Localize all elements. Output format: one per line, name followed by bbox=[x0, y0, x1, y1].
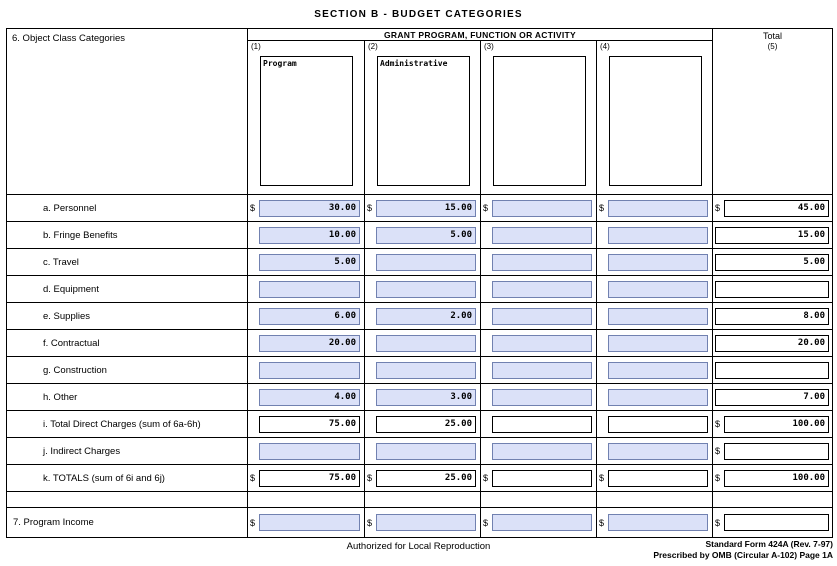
spacer-cell bbox=[364, 492, 480, 507]
field-i-2[interactable]: 25.00 bbox=[376, 416, 476, 433]
total-cell bbox=[712, 465, 832, 491]
total-cell bbox=[712, 438, 832, 464]
field-f-2[interactable] bbox=[376, 335, 476, 352]
amount-cell bbox=[480, 357, 596, 383]
total-label: Total bbox=[762, 31, 782, 41]
row-label: b. Fringe Benefits bbox=[7, 222, 248, 248]
amount-cell bbox=[480, 438, 596, 464]
amount-cell bbox=[364, 357, 480, 383]
row-label: f. Contractual bbox=[7, 330, 248, 356]
field-j-4[interactable] bbox=[608, 443, 708, 460]
field-c-1[interactable]: 5.00 bbox=[259, 254, 360, 271]
total-cell bbox=[712, 249, 832, 275]
amount-cell bbox=[596, 222, 712, 248]
amount-cell bbox=[596, 411, 712, 437]
amount-cell bbox=[364, 330, 480, 356]
budget-row-equipment bbox=[7, 275, 832, 302]
field-e-1[interactable]: 6.00 bbox=[259, 308, 360, 325]
field-e-3[interactable] bbox=[492, 308, 592, 325]
amount-cell bbox=[596, 438, 712, 464]
total-cell bbox=[712, 384, 832, 410]
amount-cell bbox=[480, 330, 596, 356]
amount-cell bbox=[596, 465, 712, 491]
grant-program-header: GRANT PROGRAM, FUNCTION OR ACTIVITY bbox=[248, 29, 712, 41]
dollar-sign: $ bbox=[483, 473, 489, 483]
column-2-number: (2) bbox=[368, 42, 378, 51]
field-i-3[interactable] bbox=[492, 416, 592, 433]
total-cell bbox=[712, 195, 832, 221]
field-d-2[interactable] bbox=[376, 281, 476, 298]
field-b-total[interactable]: 15.00 bbox=[715, 227, 829, 244]
row-label: c. Travel bbox=[7, 249, 248, 275]
total-cell bbox=[712, 508, 832, 537]
budget-row-contractual bbox=[7, 329, 832, 356]
amount-cell bbox=[248, 357, 364, 383]
field-c-3[interactable] bbox=[492, 254, 592, 271]
amount-cell bbox=[364, 222, 480, 248]
program-name-field-4[interactable] bbox=[609, 56, 702, 186]
dollar-sign: $ bbox=[715, 446, 721, 456]
budget-row-travel bbox=[7, 248, 832, 275]
budget-row-indirect-charges bbox=[7, 437, 832, 464]
amount-cell bbox=[248, 330, 364, 356]
dollar-sign: $ bbox=[599, 517, 605, 528]
amount-cell bbox=[248, 508, 364, 537]
column-3-number: (3) bbox=[484, 42, 494, 51]
field-j-2[interactable] bbox=[376, 443, 476, 460]
amount-cell bbox=[480, 249, 596, 275]
dollar-sign: $ bbox=[483, 517, 489, 528]
field-h-total[interactable]: 7.00 bbox=[715, 389, 829, 406]
amount-cell bbox=[248, 465, 364, 491]
budget-row-personnel bbox=[7, 194, 832, 221]
dollar-sign: $ bbox=[715, 203, 721, 213]
row-label: a. Personnel bbox=[7, 195, 248, 221]
budget-row-totals bbox=[7, 464, 832, 491]
budget-row-fringe-benefits bbox=[7, 221, 832, 248]
amount-cell bbox=[596, 357, 712, 383]
form-identifier bbox=[653, 539, 833, 561]
field-b-4[interactable] bbox=[608, 227, 708, 244]
object-class-header: 6. Object Class Categories bbox=[7, 29, 248, 194]
dollar-sign: $ bbox=[715, 419, 721, 429]
field-7-2[interactable] bbox=[376, 514, 476, 531]
total-cell bbox=[712, 303, 832, 329]
program-name-field-2[interactable]: Administrative bbox=[377, 56, 470, 186]
amount-cell bbox=[480, 465, 596, 491]
field-e-2[interactable]: 2.00 bbox=[376, 308, 476, 325]
spacer-row bbox=[7, 491, 832, 507]
amount-cell bbox=[248, 303, 364, 329]
spacer-cell bbox=[7, 492, 248, 507]
amount-cell bbox=[364, 465, 480, 491]
field-e-total[interactable]: 8.00 bbox=[715, 308, 829, 325]
field-7-total[interactable] bbox=[724, 514, 829, 531]
field-7-1[interactable] bbox=[259, 514, 360, 531]
table-header bbox=[7, 29, 832, 194]
budget-row-construction bbox=[7, 356, 832, 383]
field-c-total[interactable]: 5.00 bbox=[715, 254, 829, 271]
field-b-3[interactable] bbox=[492, 227, 592, 244]
field-c-2[interactable] bbox=[376, 254, 476, 271]
field-h-2[interactable]: 3.00 bbox=[376, 389, 476, 406]
dollar-sign: $ bbox=[250, 473, 256, 483]
amount-cell bbox=[248, 276, 364, 302]
row-label: g. Construction bbox=[7, 357, 248, 383]
amount-cell bbox=[480, 303, 596, 329]
total-cell bbox=[712, 357, 832, 383]
amount-cell bbox=[364, 303, 480, 329]
budget-table bbox=[6, 28, 833, 538]
total-cell bbox=[712, 276, 832, 302]
field-k-4[interactable] bbox=[608, 470, 708, 487]
amount-cell bbox=[364, 411, 480, 437]
program-income-row bbox=[7, 507, 832, 537]
field-g-3[interactable] bbox=[492, 362, 592, 379]
section-title: SECTION B - BUDGET CATEGORIES bbox=[314, 9, 523, 20]
dollar-sign: $ bbox=[599, 473, 605, 483]
total-cell bbox=[712, 411, 832, 437]
field-7-3[interactable] bbox=[492, 514, 592, 531]
field-k-2[interactable]: 25.00 bbox=[376, 470, 476, 487]
dollar-sign: $ bbox=[367, 473, 373, 483]
amount-cell bbox=[596, 276, 712, 302]
amount-cell bbox=[248, 438, 364, 464]
field-a-4[interactable] bbox=[608, 200, 708, 217]
column-2 bbox=[364, 41, 480, 194]
amount-cell bbox=[248, 384, 364, 410]
amount-cell bbox=[364, 508, 480, 537]
amount-cell bbox=[480, 276, 596, 302]
amount-cell bbox=[480, 222, 596, 248]
amount-cell bbox=[248, 195, 364, 221]
dollar-sign: $ bbox=[599, 203, 605, 213]
field-a-2[interactable]: 15.00 bbox=[376, 200, 476, 217]
dollar-sign: $ bbox=[367, 203, 373, 213]
dollar-sign: $ bbox=[250, 203, 256, 213]
amount-cell bbox=[480, 508, 596, 537]
total-number: (5) bbox=[767, 42, 778, 51]
row-label: 7. Program Income bbox=[7, 508, 248, 537]
row-label: d. Equipment bbox=[7, 276, 248, 302]
budget-row-other bbox=[7, 383, 832, 410]
spacer-cell bbox=[480, 492, 596, 507]
amount-cell bbox=[596, 508, 712, 537]
field-h-4[interactable] bbox=[608, 389, 708, 406]
row-label: k. TOTALS (sum of 6i and 6j) bbox=[7, 465, 248, 491]
dollar-sign: $ bbox=[715, 517, 721, 528]
budget-row-supplies bbox=[7, 302, 832, 329]
field-k-3[interactable] bbox=[492, 470, 592, 487]
amount-cell bbox=[364, 249, 480, 275]
dollar-sign: $ bbox=[715, 473, 721, 483]
field-b-1[interactable]: 10.00 bbox=[259, 227, 360, 244]
total-column-header bbox=[712, 29, 832, 194]
column-3 bbox=[480, 41, 596, 194]
dollar-sign: $ bbox=[250, 517, 256, 528]
field-d-total[interactable] bbox=[715, 281, 829, 298]
spacer-cell bbox=[248, 492, 364, 507]
row-label: e. Supplies bbox=[7, 303, 248, 329]
program-name-field-3[interactable] bbox=[493, 56, 586, 186]
field-i-total[interactable]: 100.00 bbox=[724, 416, 829, 433]
field-g-1[interactable] bbox=[259, 362, 360, 379]
field-f-3[interactable] bbox=[492, 335, 592, 352]
field-d-4[interactable] bbox=[608, 281, 708, 298]
amount-cell bbox=[248, 249, 364, 275]
field-f-4[interactable] bbox=[608, 335, 708, 352]
field-j-1[interactable] bbox=[259, 443, 360, 460]
column-4 bbox=[596, 41, 712, 194]
field-7-4[interactable] bbox=[608, 514, 708, 531]
field-f-total[interactable]: 20.00 bbox=[715, 335, 829, 352]
field-i-1[interactable]: 75.00 bbox=[259, 416, 360, 433]
amount-cell bbox=[364, 276, 480, 302]
field-h-3[interactable] bbox=[492, 389, 592, 406]
spacer-cell bbox=[712, 492, 832, 507]
program-name-field-1[interactable]: Program bbox=[260, 56, 353, 186]
field-j-3[interactable] bbox=[492, 443, 592, 460]
total-cell bbox=[712, 330, 832, 356]
field-k-total[interactable]: 100.00 bbox=[724, 470, 829, 487]
field-a-1[interactable]: 30.00 bbox=[259, 200, 360, 217]
authorized-reproduction-text: Authorized for Local Reproduction bbox=[346, 541, 491, 552]
row-label: j. Indirect Charges bbox=[7, 438, 248, 464]
amount-cell bbox=[364, 438, 480, 464]
grant-program-columns bbox=[248, 29, 712, 194]
amount-cell bbox=[480, 384, 596, 410]
column-4-number: (4) bbox=[600, 42, 610, 51]
field-k-1[interactable]: 75.00 bbox=[259, 470, 360, 487]
amount-cell bbox=[596, 330, 712, 356]
field-c-4[interactable] bbox=[608, 254, 708, 271]
field-a-3[interactable] bbox=[492, 200, 592, 217]
total-cell bbox=[712, 222, 832, 248]
spacer-cell bbox=[596, 492, 712, 507]
column-1 bbox=[248, 41, 364, 194]
amount-cell bbox=[248, 222, 364, 248]
field-g-total[interactable] bbox=[715, 362, 829, 379]
budget-row-total-direct-charges bbox=[7, 410, 832, 437]
field-b-2[interactable]: 5.00 bbox=[376, 227, 476, 244]
amount-cell bbox=[596, 303, 712, 329]
amount-cell bbox=[480, 411, 596, 437]
amount-cell bbox=[596, 195, 712, 221]
dollar-sign: $ bbox=[367, 517, 373, 528]
amount-cell bbox=[248, 411, 364, 437]
field-j-total[interactable] bbox=[724, 443, 829, 460]
field-f-1[interactable]: 20.00 bbox=[259, 335, 360, 352]
form-number: Standard Form 424A (Rev. 7-97) bbox=[705, 539, 833, 549]
field-a-total[interactable]: 45.00 bbox=[724, 200, 829, 217]
field-i-4[interactable] bbox=[608, 416, 708, 433]
amount-cell bbox=[596, 249, 712, 275]
field-e-4[interactable] bbox=[608, 308, 708, 325]
field-g-4[interactable] bbox=[608, 362, 708, 379]
amount-cell bbox=[596, 384, 712, 410]
amount-cell bbox=[364, 384, 480, 410]
field-d-1[interactable] bbox=[259, 281, 360, 298]
row-label: h. Other bbox=[7, 384, 248, 410]
field-h-1[interactable]: 4.00 bbox=[259, 389, 360, 406]
field-d-3[interactable] bbox=[492, 281, 592, 298]
column-1-number: (1) bbox=[251, 42, 261, 51]
dollar-sign: $ bbox=[483, 203, 489, 213]
row-label: i. Total Direct Charges (sum of 6a-6h) bbox=[7, 411, 248, 437]
amount-cell bbox=[364, 195, 480, 221]
amount-cell bbox=[480, 195, 596, 221]
field-g-2[interactable] bbox=[376, 362, 476, 379]
form-prescription: Prescribed by OMB (Circular A-102) Page 1A bbox=[653, 550, 833, 560]
